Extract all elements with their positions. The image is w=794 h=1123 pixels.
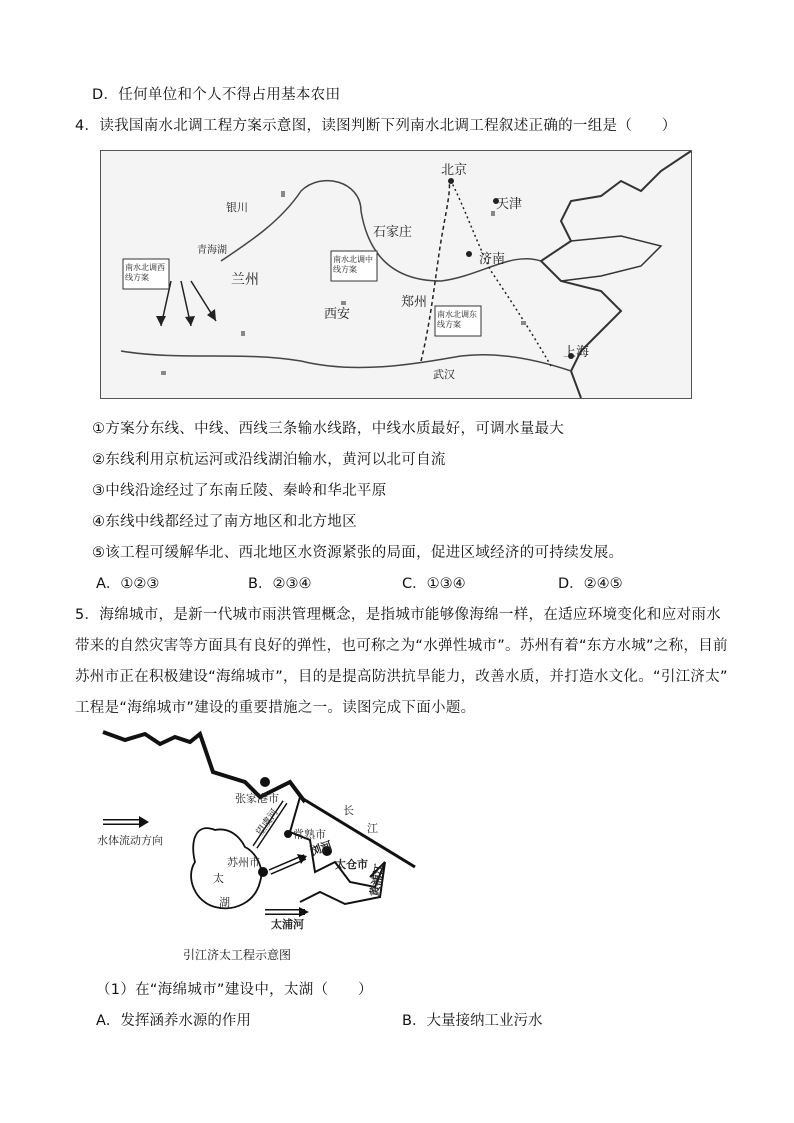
prev-option-d: D．任何单位和个人不得占用基本农田 bbox=[92, 87, 341, 103]
map1-mid-box-label: 南水北调中线方案 bbox=[333, 255, 373, 274]
question-5-line-1: 5．海绵城市，是新一代城市雨洪管理概念，是指城市能够像海绵一样，在适应环境变化和应对雨水 bbox=[75, 607, 721, 623]
statement-1: ①方案分东线、中线、西线三条输水线路，中线水质最好，可调水量最大 bbox=[92, 421, 565, 437]
question-4-stem: 4．读我国南水北调工程方案示意图，读图判断下列南水北调工程叙述正确的一组是（ ） bbox=[75, 118, 677, 134]
map1-jinan: 济南 bbox=[479, 252, 506, 267]
map1-west-box-label: 南水北调西线方案 bbox=[125, 263, 165, 282]
map2-wangyuhe: 望虞河 bbox=[254, 807, 281, 839]
map1-graphics bbox=[101, 151, 691, 398]
q4-option-d[interactable]: D．②④⑤ bbox=[558, 576, 623, 592]
map1-xian: 西安 bbox=[324, 307, 351, 322]
map2-taipuhe: 太浦河 bbox=[271, 918, 304, 931]
map1-tianjin: 天津 bbox=[496, 197, 523, 212]
map2-flow-label: 水体流动方向 bbox=[97, 834, 163, 847]
question-5-line-2: 带来的自然灾害等方面具有良好的弹性，也可称之为“水弹性城市”。苏州有着“东方水城”之称，目前 bbox=[75, 638, 728, 654]
map1-east-box-label: 南水北调东线方案 bbox=[437, 310, 477, 329]
map2-suzhou: 苏州市 bbox=[227, 856, 260, 869]
south-north-water-diversion-map bbox=[100, 150, 692, 399]
coastline bbox=[541, 151, 691, 398]
question-5-line-3: 苏州市正在积极建设“海绵城市”，目的是提高防洪抗旱能力，改善水质，并打造水文化。“引江济太” bbox=[75, 669, 728, 685]
q4-option-b[interactable]: B．②③④ bbox=[248, 576, 312, 592]
yangtze-river bbox=[121, 351, 571, 371]
statement-4: ④东线中线都经过了南方地区和北方地区 bbox=[92, 514, 357, 530]
sub1-option-b[interactable]: B．大量接纳工业污水 bbox=[402, 1013, 543, 1029]
question-5-line-4: 工程是“海绵城市”建设的重要措施之一。读图完成下面小题。 bbox=[75, 700, 476, 716]
map2-taicang: 太仓市 bbox=[335, 858, 368, 871]
q4-option-a[interactable]: A．①②③ bbox=[96, 576, 160, 592]
map1-wuhan: 武汉 bbox=[433, 368, 455, 381]
map2-changjiang-2: 江 bbox=[367, 822, 378, 835]
map1-lanzhou: 兰州 bbox=[231, 272, 259, 288]
statement-5: ⑤该工程可缓解华北、西北地区水资源紧张的局面，促进区域经济的可持续发展。 bbox=[92, 545, 624, 561]
map2-zhangjiagang: 张家港市 bbox=[235, 792, 279, 805]
statement-3: ③中线沿途经过了东南丘陵、秦岭和华北平原 bbox=[92, 483, 387, 499]
map2-huangpujiang: 黄浦江 bbox=[367, 862, 387, 898]
map1-shijiazhuang: 石家庄 bbox=[373, 225, 413, 240]
legend-arrow bbox=[139, 816, 149, 828]
yin-jiang-ji-tai-map bbox=[95, 722, 435, 932]
map1-zhengzhou: 郑州 bbox=[401, 295, 428, 310]
map1-qinghaihu: 青海湖 bbox=[197, 245, 227, 256]
statement-2: ②东线利用京杭运河或沿线湖泊输水，黄河以北可自流 bbox=[92, 452, 446, 468]
q4-option-c[interactable]: C．①③④ bbox=[402, 576, 466, 592]
sub-question-1: （1）在“海绵城市”建设中，太湖（ ） bbox=[96, 982, 373, 998]
map1-yinchuan: 银川 bbox=[226, 201, 248, 214]
map2-changjiang-1: 长 bbox=[343, 804, 354, 817]
map2-hu: 湖 bbox=[219, 896, 230, 909]
map2-caption: 引江济太工程示意图 bbox=[183, 948, 292, 962]
sub1-option-a[interactable]: A．发挥涵养水源的作用 bbox=[96, 1013, 251, 1029]
zhangjiagang-dot bbox=[260, 777, 270, 787]
map2-liuhe: 浏河 bbox=[308, 838, 334, 859]
map2-tai: 太 bbox=[213, 872, 224, 885]
map2-changshu: 常熟市 bbox=[293, 828, 326, 841]
changshu-dot bbox=[284, 830, 292, 838]
map1-beijing: 北京 bbox=[441, 163, 468, 178]
map1-shanghai: 上海 bbox=[563, 345, 590, 360]
